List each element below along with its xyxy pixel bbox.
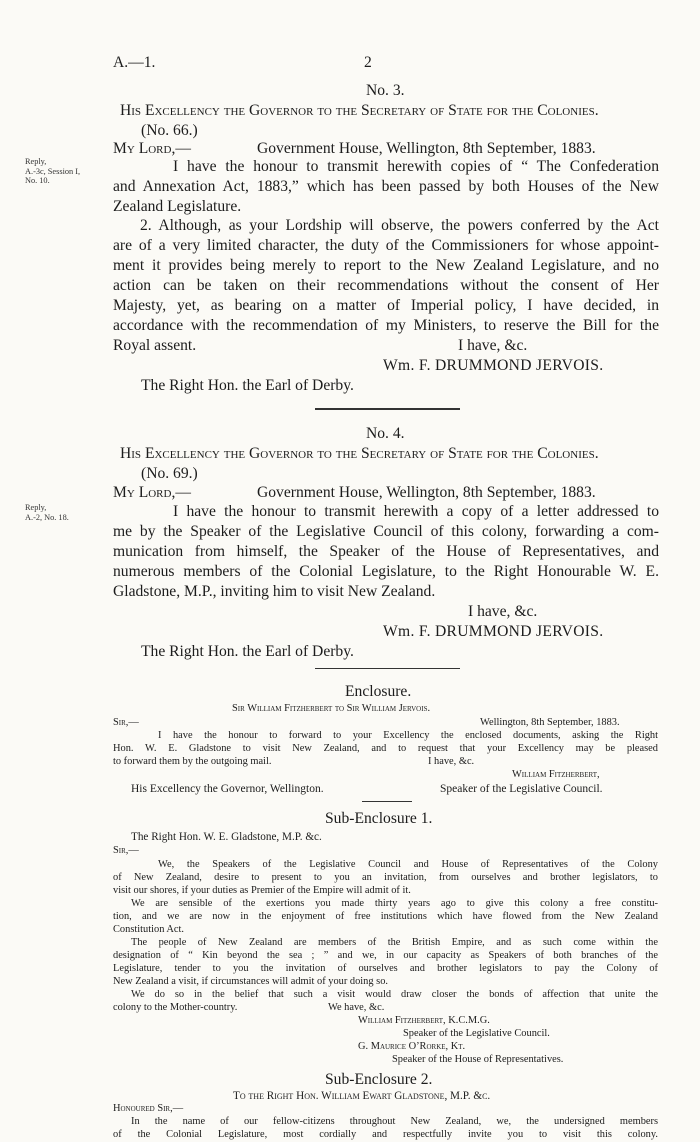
signer-2-title: Speaker of the House of Representatives.	[392, 1054, 564, 1065]
despatch-number: No. 3.	[366, 82, 405, 99]
closing: We have, &c.	[328, 1002, 385, 1013]
salutation: Honoured Sir,—	[113, 1103, 184, 1114]
signature: Wm. F. DRUMMOND JERVOIS.	[383, 623, 604, 640]
margin-note: Reply, A.-3c, Session I, No. 10.	[25, 157, 81, 186]
addressee: The Right Hon. W. E. Gladstone, M.P. &c.	[131, 831, 322, 843]
despatch-heading: His Excellency the Governor to the Secretary of State for the Colonies.	[120, 102, 599, 119]
signer-title: Speaker of the Legislative Council.	[440, 783, 603, 795]
sub-enclosure-title: Sub-Enclosure 2.	[325, 1071, 433, 1088]
despatch-number: No. 4.	[366, 425, 405, 442]
report-code: A.—1.	[113, 54, 156, 71]
addressee: The Right Hon. the Earl of Derby.	[141, 377, 354, 394]
closing: I have, &c.	[468, 603, 538, 620]
despatch-reference: (No. 69.)	[141, 465, 198, 482]
place-date: Wellington, 8th September, 1883.	[480, 717, 620, 728]
page-number: 2	[364, 54, 372, 71]
sub-enclosure-title: Sub-Enclosure 1.	[325, 810, 433, 827]
section-divider	[315, 668, 460, 669]
addressee: His Excellency the Governor, Wellington.	[131, 783, 324, 795]
closing: I have, &c.	[428, 756, 475, 767]
signer-1: William Fitzherbert, K.C.M.G.	[358, 1015, 490, 1026]
section-divider	[362, 801, 412, 802]
section-divider	[315, 408, 460, 410]
signature: Wm. F. DRUMMOND JERVOIS.	[383, 357, 604, 374]
enclosure-heading: Sir William Fitzherbert to Sir William Jervois.	[232, 703, 431, 714]
closing: I have, &c.	[458, 337, 528, 354]
sub-enclosure-heading: To the Right Hon. William Ewart Gladstone, M.P. &c.	[233, 1090, 491, 1102]
addressee: The Right Hon. the Earl of Derby.	[141, 643, 354, 660]
despatch-reference: (No. 66.)	[141, 122, 198, 139]
salutation: My Lord,—	[113, 484, 191, 501]
signer-2: G. Maurice O’Rorke, Kt.	[358, 1041, 466, 1052]
margin-note: Reply, A.-2, No. 18.	[25, 503, 69, 522]
place-date: Government House, Wellington, 8th September, 1883.	[257, 140, 596, 157]
place-date: Government House, Wellington, 8th September, 1883.	[257, 484, 596, 501]
salutation: Sir,—	[113, 717, 139, 728]
salutation: My Lord,—	[113, 140, 191, 157]
signer-1-title: Speaker of the Legislative Council.	[403, 1028, 550, 1039]
signer: William Fitzherbert,	[512, 769, 600, 780]
enclosure-title: Enclosure.	[345, 683, 412, 700]
salutation: Sir,—	[113, 845, 139, 856]
despatch-heading: His Excellency the Governor to the Secretary of State for the Colonies.	[120, 445, 599, 462]
